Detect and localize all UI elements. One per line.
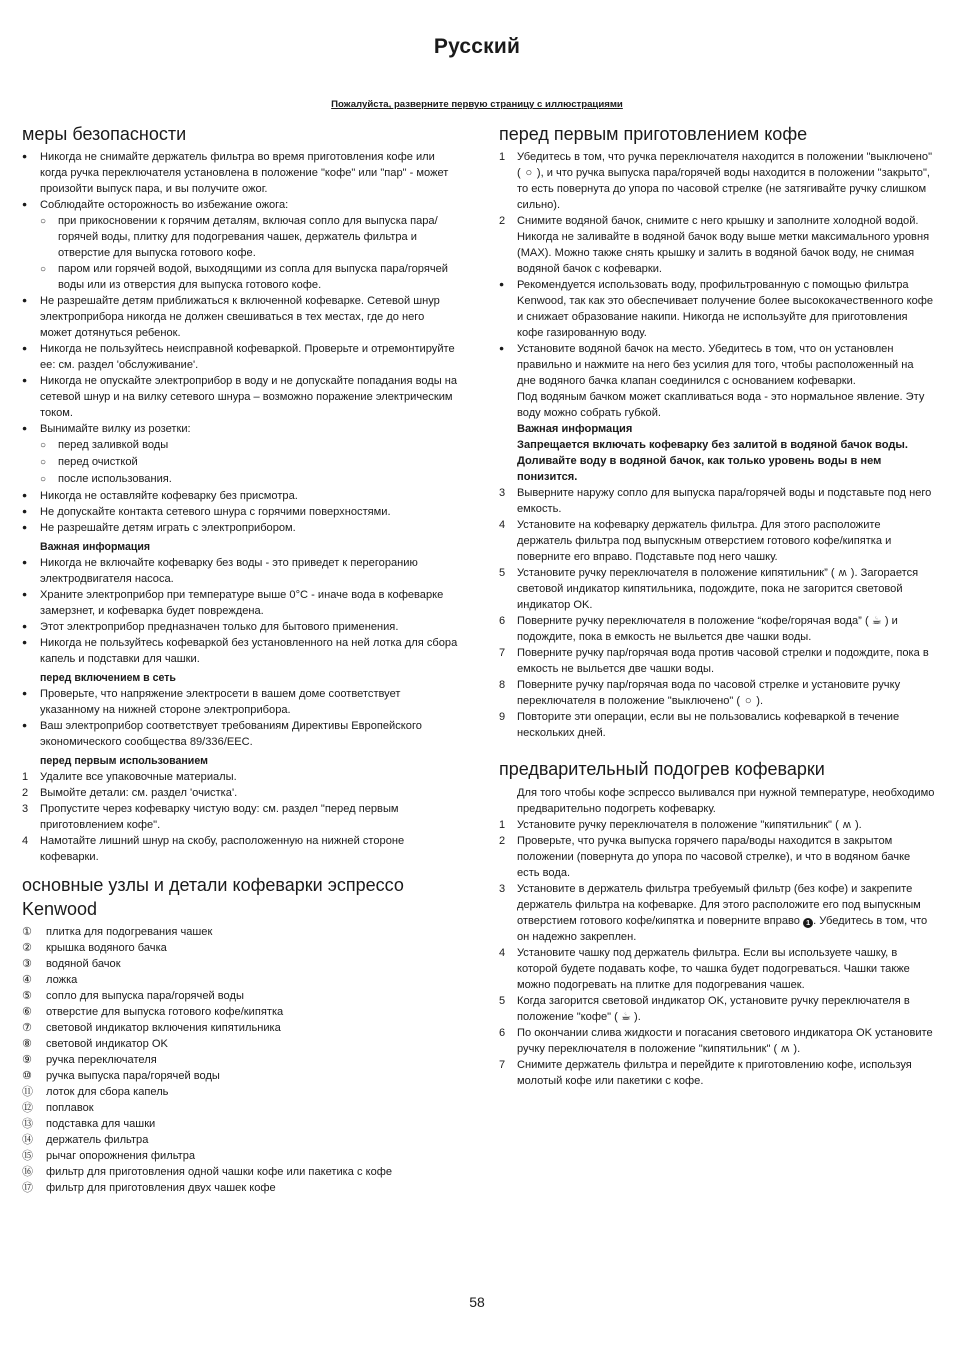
item-text: Никогда не оставляйте кофеварку без присмотра.: [40, 490, 298, 502]
item-text: Не разрешайте детям приближаться к включенной кофеварке. Сетевой шнур электроприбора никогда не должен свешиваться в тех местах, где до него может дотянуться ребенок.: [40, 295, 440, 339]
list-item: [22, 293, 458, 341]
item-number: ②: [22, 942, 32, 954]
power-list: [22, 686, 458, 750]
list-item: [22, 1004, 458, 1020]
item-text: отверстие для выпуска готового кофе/кипятка: [46, 1006, 284, 1018]
sub-bullet: [40, 454, 58, 471]
parts-heading: основные узлы и детали кофеварки эспрессо Kenwood: [22, 875, 404, 919]
bullet: [22, 504, 40, 520]
list-item: [22, 1052, 458, 1068]
first-brew-heading: перед первым приготовлением кофе: [499, 124, 808, 144]
item-number: ⑰: [22, 1182, 33, 1194]
safety-heading: меры безопасности: [22, 124, 187, 144]
bullet: [22, 520, 40, 536]
item-text: лоток для сбора капель: [46, 1086, 169, 1098]
list-item: [22, 635, 458, 667]
step-number: 2: [499, 835, 506, 847]
list-item: 9 Повторите эти операции, если вы не пользовались кофеваркой в течение нескольких дней.: [499, 711, 900, 739]
step-marker-1: 1: [803, 918, 813, 928]
item-number: ⑯: [22, 1166, 33, 1178]
preheat-intro: Для того чтобы кофе эспрессо выливался при нужной температуре, необходимо предварительно подогреть кофеварку.: [517, 787, 935, 815]
list-item: 8 Поверните ручку пар/горячая вода по часовой стрелке и установите ручку переключателя в положение "выключено" ( ○ ).: [499, 679, 901, 707]
bullet: [22, 555, 40, 571]
list-item: [22, 956, 458, 972]
item-number: ④: [22, 974, 32, 986]
item-text: после использования.: [58, 473, 172, 485]
item-text: крышка водяного бачка: [46, 942, 167, 954]
item-text: сопло для выпуска пара/горячей воды: [46, 990, 244, 1002]
item-text: подставка для чашки: [46, 1118, 156, 1130]
list-item: [22, 1084, 458, 1100]
item-text: Никогда не опускайте электроприбор в воду и не допускайте попадания воды на сетевой шнур и на вилку сетевого шнура – возможно поражение электрическим током.: [40, 375, 458, 419]
item-text: Ваш электроприбор соответствует требованиям Директивы Европейского экономического сообщества 89/336/EEC.: [40, 720, 422, 748]
preheat-heading: предварительный подогрев кофеварки: [499, 759, 825, 779]
list-item: 6 Поверните ручку переключателя в положение “кофе/горячая вода” ( ☕ ) и подождите, пока в емкость не выльется две чашки воды.: [499, 615, 898, 643]
item-text: световой индикатор включения кипятильника: [46, 1022, 281, 1034]
list-item: [22, 341, 458, 373]
list-item: 3 Выверните наружу сопло для выпуска пара/горячей воды и подставьте под него емкость.: [499, 487, 932, 515]
item-number: ⑧: [22, 1038, 32, 1050]
list-item: 3 Установите в держатель фильтра требуемый фильтр (без кофе) и закрепите держатель фильтра на кофеварке. Для этого расположите его под выпускным отверстием готового кофе/кипятка и поверните вправо 1 . Убедитесь в том, что он надежно закреплен.: [499, 883, 928, 943]
list-item: [22, 619, 458, 635]
item-number: 2: [22, 787, 29, 799]
list-item: 2 Проверьте, что ручка выпуска горячего пара/воды находится в закрытом положении (повернута до упора по часовой стрелке), и что в водяном бачке есть вода.: [499, 835, 911, 879]
bullet: [22, 488, 40, 504]
item-number: ⑫: [22, 1102, 33, 1114]
boiler-icon: ʍ: [838, 567, 847, 579]
coffee-cup-icon: ☕: [620, 1011, 631, 1023]
boiler-icon: ʍ: [842, 819, 851, 831]
item-number: 4: [22, 835, 29, 847]
list-item: [22, 718, 458, 750]
item-text: перед очисткой: [58, 456, 138, 468]
list-item: ● Рекомендуется использовать воду, профильтрованную с помощью фильтра Kenwood, так как это обеспечивает получение более высококачественного кофе и снижает образование накипи. Никогда не используйте для приготовления кофе газированную воду.: [499, 277, 935, 341]
step-number: 4: [499, 519, 506, 531]
list-item: [22, 833, 458, 865]
list-item: [22, 1164, 458, 1180]
item-number: ⑨: [22, 1054, 32, 1066]
list-item: [22, 988, 458, 1004]
step-number: 8: [499, 679, 506, 691]
list-item: [22, 555, 458, 587]
bullet: [22, 293, 40, 309]
important-list: [22, 555, 458, 667]
off-circle-icon: ○: [744, 695, 752, 707]
step-number: 7: [499, 647, 506, 659]
step-number: 4: [499, 947, 506, 959]
bullet: [22, 686, 40, 702]
left-column: [22, 122, 458, 1196]
list-item: 5 Когда загорится световой индикатор OK, установите ручку переключателя в положение "кофе" ( ☕ ).: [499, 995, 910, 1023]
list-item: 7 Поверните ручку пар/горячая вода против часовой стрелки и подождите, пока в емкость не выльется две чашки воды.: [499, 647, 929, 675]
item-text: ложка: [46, 974, 78, 986]
item-number: ⑪: [22, 1086, 33, 1098]
sub-bullet: [40, 471, 58, 488]
item-text: плитка для подогревания чашек: [46, 926, 213, 938]
bullet: [22, 149, 40, 165]
step-number: 9: [499, 711, 506, 723]
bullet: [22, 619, 40, 635]
item-text: фильтр для приготовления одной чашки кофе или пакетика с кофе: [46, 1166, 393, 1178]
sub-bullet: [40, 437, 58, 454]
list-item: [22, 785, 458, 801]
item-number: ⑭: [22, 1134, 33, 1146]
coffee-cup-icon: ☕: [871, 615, 882, 627]
off-circle-icon: ○: [525, 167, 533, 179]
step-number: 6: [499, 1027, 506, 1039]
list-item: [22, 769, 458, 785]
item-number: 3: [22, 803, 29, 815]
list-item: 1 Установите ручку переключателя в положение "кипятильник" ( ʍ ).: [499, 819, 862, 831]
list-item: 2 Снимите водяной бачок, снимите с него крышку и заполните холодной водой. Никогда не заливайте в водяной бачок воду выше метки максимального уровня (MAX). Можно также снять крышку и залить в водяной бачок воду, не снимая водяной бачок с кофеварки.: [499, 215, 930, 275]
boiler-icon: ʍ: [781, 1043, 790, 1055]
item-number: ⑥: [22, 1006, 32, 1018]
list-item: [22, 488, 458, 504]
list-item: [22, 437, 458, 454]
item-number: 1: [22, 771, 29, 783]
step-number: 1: [499, 819, 506, 831]
item-text: Храните электроприбор при температуре выше 0°C - иначе вода в кофеварке замерзнет, и кофеварка будет повреждена.: [40, 589, 444, 617]
sub-bullet: [40, 213, 58, 230]
item-number: ⑦: [22, 1022, 32, 1034]
list-item: [22, 454, 458, 471]
item-text: Пропустите через кофеварку чистую воду: см. раздел "перед первым приготовлением кофе".: [40, 803, 399, 831]
item-text: Намотайте лишний шнур на скобу, расположенную на нижней стороне кофеварки.: [40, 835, 405, 863]
item-text: водяной бачок: [46, 958, 121, 970]
list-item: [22, 213, 458, 261]
list-item: [22, 197, 458, 213]
item-text: Не разрешайте детям играть с электроприбором.: [40, 522, 296, 534]
item-number: ①: [22, 926, 32, 938]
list-item: ● Установите водяной бачок на место. Убедитесь в том, что он установлен правильно и нажмите на него без усилия для того, чтобы расположенный на дне водяного бачка клапан соединился с основанием кофеварки.: [499, 341, 935, 389]
bullet: [22, 197, 40, 213]
item-text: Удалите все упаковочные материалы.: [40, 771, 237, 783]
bullet: [22, 373, 40, 389]
list-item: 6 По окончании слива жидкости и погасания светового индикатора OK установите ручку переключателя в положение "кипятильник" ( ʍ ).: [499, 1027, 933, 1055]
list-item: [22, 421, 458, 437]
list-item: 4 Установите чашку под держатель фильтра. Если вы используете чашку, в которой будете подавать кофе, то чашка будет подогреваться. Чашки также можно подогревать на плитке для подогревания чашек.: [499, 947, 910, 991]
item-text: ручка переключателя: [46, 1054, 157, 1066]
item-text: Никогда не пользуйтесь кофеваркой без установленного на ней лотка для сбора капель и подставки для чашки.: [40, 637, 458, 665]
right-column: [499, 122, 935, 1089]
bullet: [22, 587, 40, 603]
list-item: [22, 940, 458, 956]
list-item: [22, 1132, 458, 1148]
list-item: 5 Установите ручку переключателя в положение кипятильник” ( ʍ ). Загорается световой индикатор кипятильника, подождите, пока не загорится световой индикатор OK.: [499, 567, 919, 611]
item-text: перед заливкой воды: [58, 439, 169, 451]
page-title: Русский: [433, 35, 521, 58]
step-number: 5: [499, 567, 506, 579]
first-brew-section: [499, 149, 935, 741]
item-number: ⑮: [22, 1150, 33, 1162]
bullet: [499, 341, 517, 357]
parts-list: [22, 924, 458, 1196]
list-item: [22, 520, 458, 536]
step-number: 5: [499, 995, 506, 1007]
bullet: [22, 421, 40, 437]
item-text: паром или горячей водой, выходящими из сопла для выпуска пара/горячей воды или из отверстия для выпуска готового кофе.: [58, 263, 448, 291]
item-text: Никогда не пользуйтесь неисправной кофеваркой. Проверьте и отремонтируйте ее: см. раздел 'обслуживание'.: [40, 343, 455, 371]
list-item: [22, 924, 458, 940]
list-item: [22, 504, 458, 520]
water-note: Под водяным бачком может скапливаться вода - это нормальное явление. Эту воду можно собрать губкой.: [517, 391, 925, 419]
list-item: 4 Установите на кофеварку держатель фильтра. Для этого расположите держатель фильтра под выпускным отверстием готового кофе/кипятка и поверните его вправо. Подставьте под него чашку.: [499, 519, 892, 563]
bullet: [22, 341, 40, 357]
safety-list: [22, 149, 458, 536]
item-text: Проверьте, что напряжение электросети в вашем доме соответствует указанному на нижней стороне электроприбора.: [40, 688, 401, 716]
item-text: Вымойте детали: см. раздел 'очистка'.: [40, 787, 238, 799]
item-text: при прикосновении к горячим деталям, включая сопло для выпуска пара/горячей воды, плитку для подогревания чашек, держатель фильтра и отверстие для выпуска готового кофе.: [58, 215, 438, 259]
item-text: Вынимайте вилку из розетки:: [40, 423, 191, 435]
item-text: Не допускайте контакта сетевого шнура с горячими поверхностями.: [40, 506, 391, 518]
bullet: [22, 635, 40, 651]
item-text: фильтр для приготовления двух чашек кофе: [46, 1182, 276, 1194]
step-number: 3: [499, 487, 506, 499]
list-item: [22, 587, 458, 619]
power-heading: перед включением в сеть: [40, 672, 176, 684]
item-text: Никогда не снимайте держатель фильтра во время приготовления кофе или когда ручка переключателя установлена в положение "кофе" или "пар" - может произойти выпуск пара, и вы получите ожог.: [40, 151, 449, 195]
list-item: [22, 471, 458, 488]
step-number: 2: [499, 215, 506, 227]
list-item: [22, 972, 458, 988]
list-item: [22, 1148, 458, 1164]
list-item: [22, 686, 458, 718]
bullet: [22, 718, 40, 734]
item-number: ③: [22, 958, 32, 970]
page-number: 58: [469, 1294, 485, 1310]
item-text: Соблюдайте осторожность во избежание ожога:: [40, 199, 289, 211]
item-text: поплавок: [46, 1102, 94, 1114]
item-number: ⑬: [22, 1118, 33, 1130]
list-item: [22, 1020, 458, 1036]
important-warning: Запрещается включать кофеварку без залитой в водяной бачок воды. Доливайте воду в водяной бачок, как только уровень воды в нем понизится.: [517, 439, 908, 483]
item-text: держатель фильтра: [46, 1134, 149, 1146]
list-item: [22, 1036, 458, 1052]
list-item: [22, 1180, 458, 1196]
item-text: рычаг опорожнения фильтра: [46, 1150, 196, 1162]
item-text: световой индикатор OK: [46, 1038, 168, 1050]
list-item: [22, 801, 458, 833]
item-number: ⑩: [22, 1070, 32, 1082]
list-item: 7 Снимите держатель фильтра и перейдите к приготовлению кофе, используя молотый кофе или пакетики с кофе.: [499, 1059, 912, 1087]
list-item: [22, 261, 458, 293]
first-use-heading: перед первым использованием: [40, 755, 208, 767]
list-item: [22, 373, 458, 421]
list-item: [22, 149, 458, 197]
sub-bullet: [40, 261, 58, 278]
list-item: [22, 1100, 458, 1116]
important-heading: Важная информация: [40, 541, 151, 553]
important-heading: Важная информация: [517, 423, 633, 435]
list-item: 1 Убедитесь в том, что ручка переключателя находится в положении "выключено" ( ○ ), и что ручка выпуска пара/горячей воды находится в положении "закрыто", то есть повернута до упора по часовой стрелке (не затягивайте ручку слишком сильно).: [499, 151, 933, 211]
step-number: 6: [499, 615, 506, 627]
bullet: [499, 277, 517, 293]
preheat-section: [499, 785, 935, 1089]
step-number: 1: [499, 151, 506, 163]
list-item: [22, 1116, 458, 1132]
item-number: ⑤: [22, 990, 32, 1002]
item-text: Никогда не включайте кофеварку без воды - это приведет к перегоранию электродвигателя насоса.: [40, 557, 418, 585]
illustration-note: Пожалуйста, разверните первую страницу с иллюстрациями: [331, 99, 623, 110]
list-item: [22, 1068, 458, 1084]
first-use-list: [22, 769, 458, 865]
item-text: ручка выпуска пара/горячей воды: [46, 1070, 220, 1082]
step-number: 7: [499, 1059, 506, 1071]
step-number: 3: [499, 883, 506, 895]
item-text: Этот электроприбор предназначен только для бытового применения.: [40, 621, 399, 633]
